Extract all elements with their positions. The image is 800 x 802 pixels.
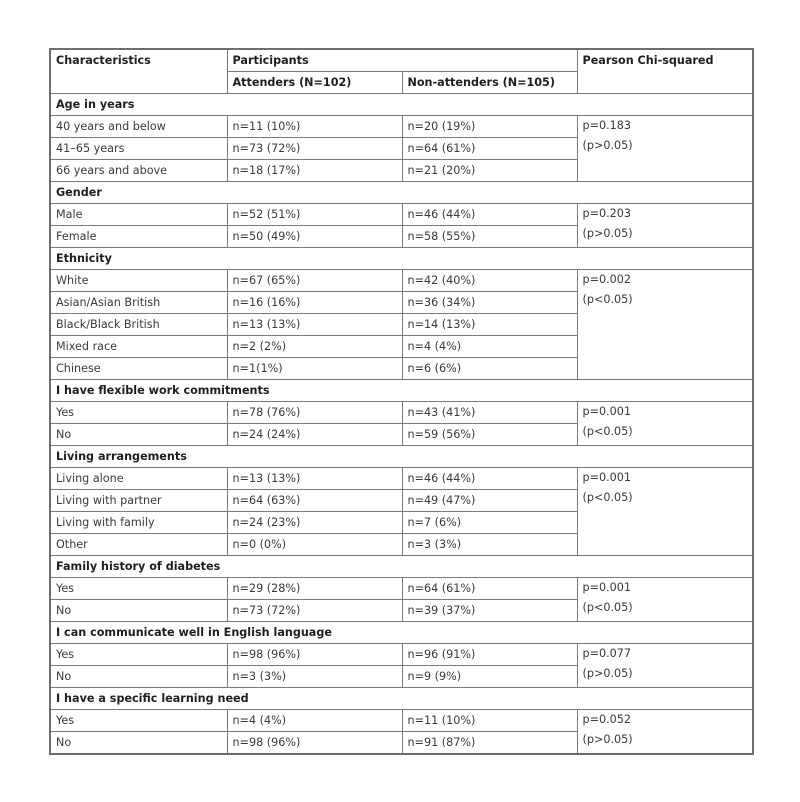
- row-label: Female: [50, 226, 227, 248]
- row-label: Chinese: [50, 358, 227, 380]
- pearson-p-value-cell: [577, 644, 753, 688]
- row-label: Yes: [50, 578, 227, 600]
- table-row: [50, 468, 753, 490]
- table-row: [50, 710, 753, 732]
- row-label: Yes: [50, 402, 227, 424]
- section-title: Ethnicity: [50, 248, 753, 270]
- table-row: [50, 204, 753, 226]
- attenders-value: n=16 (16%): [227, 292, 402, 314]
- p-value: p=0.002: [582, 273, 632, 286]
- non-attenders-value: n=14 (13%): [402, 314, 577, 336]
- section-title: I have flexible work commitments: [50, 380, 753, 402]
- row-label: No: [50, 424, 227, 446]
- section-title: I can communicate well in English language: [50, 622, 753, 644]
- pearson-p-value-cell: [577, 204, 753, 248]
- row-label: 40 years and below: [50, 116, 227, 138]
- attenders-value: n=4 (4%): [227, 710, 402, 732]
- non-attenders-value: n=9 (9%): [402, 666, 577, 688]
- attenders-value: n=50 (49%): [227, 226, 402, 248]
- pearson-p-value-cell: [577, 710, 753, 755]
- p-significance-note: (p<0.05): [582, 293, 633, 306]
- row-label: Yes: [50, 710, 227, 732]
- attenders-value: n=3 (3%): [227, 666, 402, 688]
- attenders-value: n=13 (13%): [227, 468, 402, 490]
- participants-header: Participants: [227, 49, 577, 72]
- section-title: Gender: [50, 182, 753, 204]
- non-attenders-value: n=6 (6%): [402, 358, 577, 380]
- attenders-value: n=64 (63%): [227, 490, 402, 512]
- non-attenders-value: n=36 (34%): [402, 292, 577, 314]
- attenders-value: n=24 (24%): [227, 424, 402, 446]
- non-attenders-value: n=49 (47%): [402, 490, 577, 512]
- attenders-value: n=98 (96%): [227, 644, 402, 666]
- section-header-row: [50, 688, 753, 710]
- non-attenders-value: n=96 (91%): [402, 644, 577, 666]
- section-header-row: [50, 380, 753, 402]
- section-header-row: [50, 182, 753, 204]
- header-row-1: [50, 49, 753, 72]
- non-attenders-value: n=11 (10%): [402, 710, 577, 732]
- p-significance-note: (p>0.05): [582, 667, 633, 680]
- pearson-chi-squared-header: Pearson Chi-squared: [577, 49, 753, 94]
- p-significance-note: (p>0.05): [582, 733, 633, 746]
- table-row: [50, 402, 753, 424]
- p-significance-note: (p<0.05): [582, 425, 633, 438]
- non-attenders-value: n=46 (44%): [402, 204, 577, 226]
- p-significance-note: (p<0.05): [582, 491, 633, 504]
- pearson-p-value-cell: [577, 468, 753, 556]
- table-row: [50, 578, 753, 600]
- attenders-value: n=0 (0%): [227, 534, 402, 556]
- p-significance-note: (p>0.05): [582, 139, 633, 152]
- table-row: [50, 644, 753, 666]
- row-label: No: [50, 666, 227, 688]
- non-attenders-value: n=39 (37%): [402, 600, 577, 622]
- p-value: p=0.001: [582, 471, 632, 484]
- row-label: Asian/Asian British: [50, 292, 227, 314]
- attenders-value: n=11 (10%): [227, 116, 402, 138]
- non-attenders-header: Non-attenders (N=105): [402, 72, 577, 94]
- non-attenders-value: n=21 (20%): [402, 160, 577, 182]
- attenders-value: n=73 (72%): [227, 600, 402, 622]
- p-value: p=0.052: [582, 713, 632, 726]
- p-value: p=0.001: [582, 405, 632, 418]
- section-header-row: [50, 446, 753, 468]
- non-attenders-value: n=20 (19%): [402, 116, 577, 138]
- row-label: Male: [50, 204, 227, 226]
- p-value: p=0.001: [582, 581, 632, 594]
- participant-characteristics-table: [49, 48, 754, 755]
- p-significance-note: (p<0.05): [582, 601, 633, 614]
- section-header-row: [50, 94, 753, 116]
- row-label: 41–65 years: [50, 138, 227, 160]
- pearson-p-value-cell: [577, 116, 753, 182]
- p-significance-note: (p>0.05): [582, 227, 633, 240]
- non-attenders-value: n=7 (6%): [402, 512, 577, 534]
- row-label: Black/Black British: [50, 314, 227, 336]
- section-title: Living arrangements: [50, 446, 753, 468]
- attenders-value: n=1(1%): [227, 358, 402, 380]
- row-label: No: [50, 600, 227, 622]
- attenders-value: n=78 (76%): [227, 402, 402, 424]
- row-label: White: [50, 270, 227, 292]
- pearson-p-value-cell: [577, 402, 753, 446]
- row-label: Mixed race: [50, 336, 227, 358]
- p-value: p=0.203: [582, 207, 632, 220]
- section-title: I have a specific learning need: [50, 688, 753, 710]
- attenders-value: n=24 (23%): [227, 512, 402, 534]
- characteristics-header: Characteristics: [50, 49, 227, 94]
- non-attenders-value: n=91 (87%): [402, 732, 577, 755]
- attenders-value: n=29 (28%): [227, 578, 402, 600]
- section-header-row: [50, 622, 753, 644]
- non-attenders-value: n=64 (61%): [402, 578, 577, 600]
- table-row: [50, 270, 753, 292]
- section-header-row: [50, 556, 753, 578]
- non-attenders-value: n=4 (4%): [402, 336, 577, 358]
- pearson-p-value-cell: [577, 270, 753, 380]
- row-label: Other: [50, 534, 227, 556]
- row-label: Yes: [50, 644, 227, 666]
- p-value: p=0.183: [582, 119, 632, 132]
- row-label: Living alone: [50, 468, 227, 490]
- attenders-value: n=73 (72%): [227, 138, 402, 160]
- non-attenders-value: n=46 (44%): [402, 468, 577, 490]
- pearson-p-value-cell: [577, 578, 753, 622]
- attenders-value: n=52 (51%): [227, 204, 402, 226]
- table-row: [50, 116, 753, 138]
- row-label: Living with partner: [50, 490, 227, 512]
- attenders-value: n=2 (2%): [227, 336, 402, 358]
- attenders-header: Attenders (N=102): [227, 72, 402, 94]
- attenders-value: n=98 (96%): [227, 732, 402, 755]
- p-value: p=0.077: [582, 647, 632, 660]
- row-label: No: [50, 732, 227, 755]
- non-attenders-value: n=3 (3%): [402, 534, 577, 556]
- section-title: Family history of diabetes: [50, 556, 753, 578]
- attenders-value: n=67 (65%): [227, 270, 402, 292]
- non-attenders-value: n=59 (56%): [402, 424, 577, 446]
- non-attenders-value: n=43 (41%): [402, 402, 577, 424]
- table-body: [50, 94, 753, 755]
- non-attenders-value: n=58 (55%): [402, 226, 577, 248]
- non-attenders-value: n=64 (61%): [402, 138, 577, 160]
- attenders-value: n=13 (13%): [227, 314, 402, 336]
- non-attenders-value: n=42 (40%): [402, 270, 577, 292]
- attenders-value: n=18 (17%): [227, 160, 402, 182]
- row-label: 66 years and above: [50, 160, 227, 182]
- section-header-row: [50, 248, 753, 270]
- section-title: Age in years: [50, 94, 753, 116]
- row-label: Living with family: [50, 512, 227, 534]
